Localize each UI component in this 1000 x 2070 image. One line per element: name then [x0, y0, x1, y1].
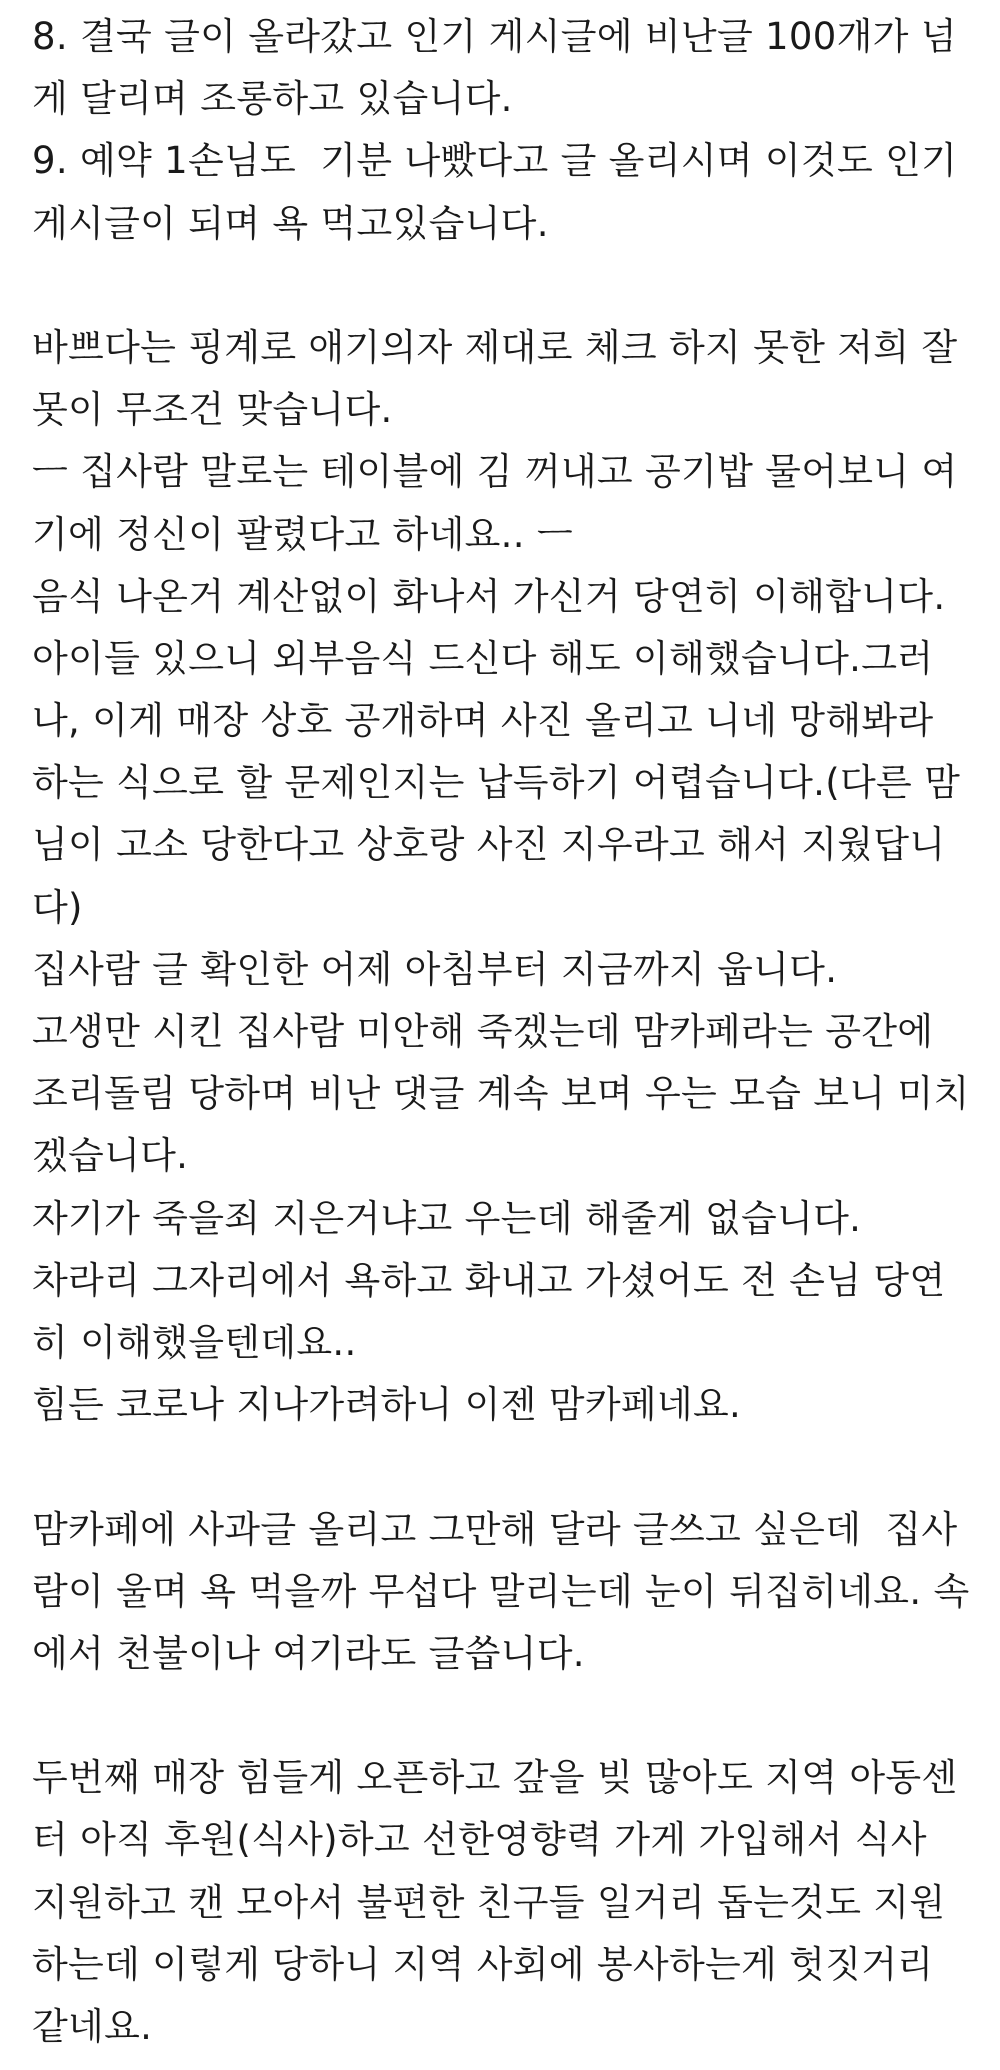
text-line: 차라리 그자리에서 욕하고 화내고 가셨어도 전 손님 당연: [32, 1258, 946, 1302]
text-line: 지원하고 캔 모아서 불편한 친구들 일거리 돕는것도 지원: [32, 1880, 946, 1924]
text-line: 못이 무조건 맞습니다.: [32, 388, 393, 432]
text-line: 조리돌림 당하며 비난 댓글 계속 보며 우는 모습 보니 미치: [32, 1072, 970, 1116]
text-line: 힘든 코로나 지나가려하니 이젠 맘카페네요.: [32, 1383, 742, 1427]
text-line: 님이 고소 당한다고 상호랑 사진 지우라고 해서 지웠답니: [32, 823, 946, 867]
text-line: 아이들 있으니 외부음식 드신다 해도 이해했습니다.그러: [32, 636, 934, 680]
text-line: 겠습니다.: [32, 1134, 189, 1178]
paragraph-break: [32, 1685, 987, 1747]
text-line: 맘카페에 사과글 올리고 그만해 달라 글쓰고 싶은데 집사: [32, 1507, 958, 1551]
text-line: 집사람 글 확인한 어제 아침부터 지금까지 웁니다.: [32, 947, 838, 991]
text-line: 히 이해했을텐데요..: [32, 1320, 357, 1364]
text-line: 에서 천불이나 여기라도 글씁니다.: [32, 1631, 585, 1675]
paragraph-break: [32, 1436, 987, 1498]
text-line: 두번째 매장 힘들게 오픈하고 갚을 빚 많아도 지역 아동센: [32, 1756, 958, 1800]
text-line: 음식 나온거 계산없이 화나서 가신거 당연히 이해합니다.: [32, 574, 946, 618]
text-line: 게시글이 되며 욕 먹고있습니다.: [32, 201, 549, 245]
text-line: 바쁘다는 핑계로 애기의자 제대로 체크 하지 못한 저희 잘: [32, 325, 958, 369]
text-line: 자기가 죽을죄 지은거냐고 우는데 해줄게 없습니다.: [32, 1196, 862, 1240]
text-line: 게 달리며 조롱하고 있습니다.: [32, 77, 513, 121]
text-line: 나, 이게 매장 상호 공개하며 사진 올리고 니네 망해봐라: [32, 699, 934, 743]
article-body: [32, 6, 987, 2058]
text-line: 하는데 이렇게 당하니 지역 사회에 봉사하는게 헛짓거리: [32, 1942, 934, 1986]
text-line: 람이 울며 욕 먹을까 무섭다 말리는데 눈이 뒤집히네요. 속: [32, 1569, 970, 1613]
text-line: 고생만 시킨 집사람 미안해 죽겠는데 맘카페라는 공간에: [32, 1010, 934, 1053]
paragraph-break: [32, 255, 987, 317]
text-line: 8. 결국 글이 올라갔고 인기 게시글에 비난글 100개가 넘: [32, 15, 957, 58]
text-line: 하는 식으로 할 문제인지는 납득하기 어렵습니다.(다른 맘: [32, 761, 961, 805]
text-line: 같네요.: [32, 2005, 153, 2048]
text-line: 터 아직 후원(식사)하고 선한영향력 가게 가입해서 식사: [32, 1818, 927, 1862]
text-line: 기에 정신이 팔렸다고 하네요.. ㅡ: [32, 512, 573, 556]
text-line: 다): [32, 885, 83, 929]
text-line: 9. 예약 1손님도 기분 나빴다고 글 올리시며 이것도 인기: [32, 139, 958, 183]
text-line: ㅡ 집사람 말로는 테이블에 김 꺼내고 공기밥 물어보니 여: [32, 450, 958, 494]
